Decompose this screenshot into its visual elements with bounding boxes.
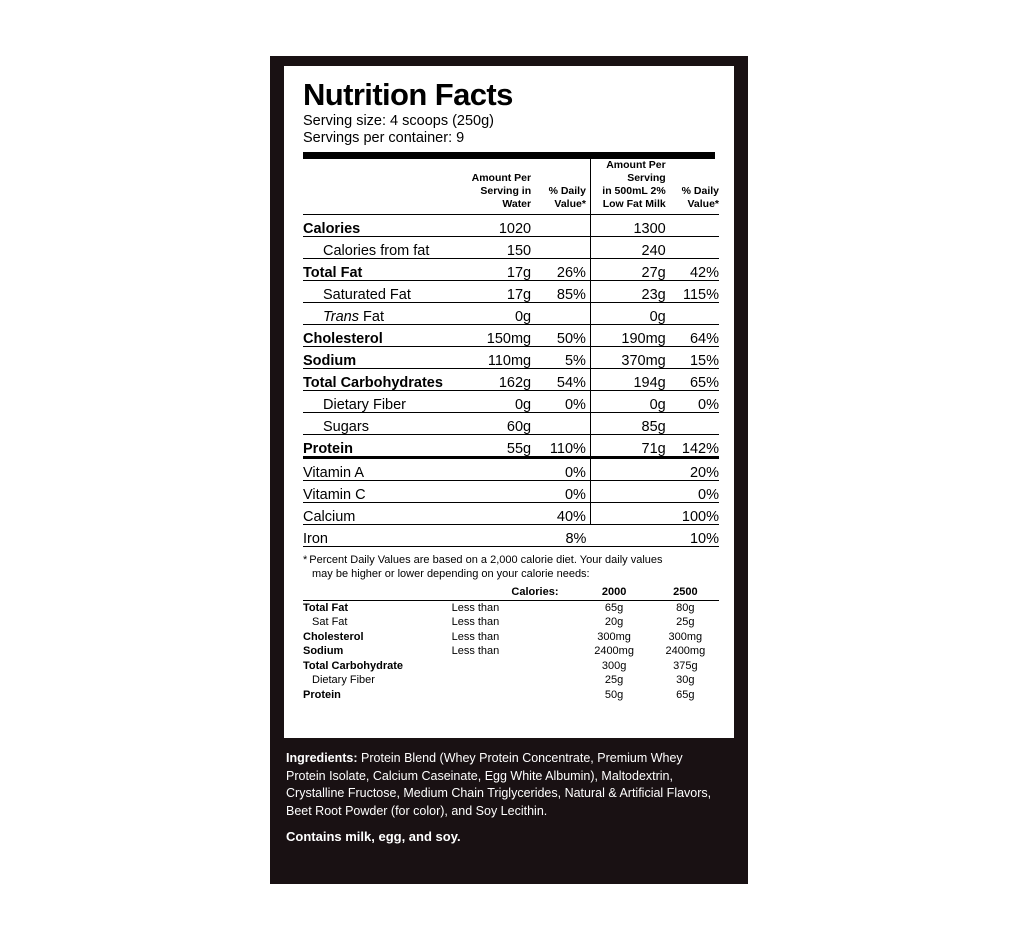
header-amount-water: Amount Per Serving in Water xyxy=(463,159,531,215)
ingredients-text: Protein Blend (Whey Protein Concentrate, Premium Whey Protein Isolate, Calcium Caseinate, Egg White Albumin), Maltodextrin, Crystalline Fructose, Medium Chain Triglycerides, Natural & Artificial Flavors, Beet Root Powder (for color), and Soy Lecithin. xyxy=(286,751,712,818)
header-spacer xyxy=(303,159,463,215)
dv-row: Dietary Fiber 25g 30g xyxy=(312,674,695,686)
table-row: Total Carbohydrates 162g 54% 194g 65% xyxy=(303,369,719,391)
col-2500: 2500 xyxy=(673,586,698,598)
header-amount-milk: Amount Per Serving in 500mL 2% Low Fat Milk xyxy=(598,159,666,215)
dv-row: Protein 50g 65g xyxy=(303,688,695,701)
nutrition-facts-card xyxy=(284,66,734,738)
table-row: Sugars 60g 85g xyxy=(303,413,719,435)
table-row: Dietary Fiber 0g 0% 0g 0% xyxy=(303,391,719,413)
header-dv-water: % Daily Value* xyxy=(531,159,590,215)
dv-row: Sat Fat Less than 20g 25g xyxy=(312,616,695,628)
calories-label: Calories: xyxy=(511,586,559,598)
table-row: Vitamin A 0% 20% xyxy=(303,458,719,481)
thick-divider xyxy=(303,152,715,159)
table-row: Calories 1020 1300 xyxy=(303,215,719,237)
dv-header-row xyxy=(303,585,719,600)
serving-size: Serving size: 4 scoops (250g) xyxy=(303,113,495,129)
allergen-statement: Contains milk, egg, and soy. xyxy=(286,829,461,844)
header-dv-milk: % Daily Value* xyxy=(666,159,719,215)
table-row: Trans Fat 0g 0g xyxy=(303,303,719,325)
table-row: Vitamin C 0% 0% xyxy=(303,481,719,503)
table-row: Total Fat 17g 26% 27g 42% xyxy=(303,259,719,281)
daily-value-reference-table xyxy=(303,585,719,702)
column-divider xyxy=(590,159,597,215)
page-title: Nutrition Facts xyxy=(303,77,513,112)
trans-italic: Trans xyxy=(323,309,359,325)
table-header-row xyxy=(303,159,719,215)
table-row: Calcium 40% 100% xyxy=(303,503,719,525)
dv-row: Total Carbohydrate 300g 375g xyxy=(303,659,698,672)
daily-value-footnote: * Percent Daily Values are based on a 2,000 calorie diet. Your daily values may be higher or lower depending on your calorie needs: xyxy=(303,554,663,580)
asterisk: * xyxy=(303,554,308,566)
table-row: Protein 55g 110% 71g 142% xyxy=(303,435,719,458)
table-row: Sodium 110mg 5% 370mg 15% xyxy=(303,347,719,369)
ingredients-label: Ingredients: xyxy=(286,751,358,765)
nutrient-table xyxy=(303,159,719,547)
dv-row: Sodium Less than 2400mg 2400mg xyxy=(303,645,706,657)
table-row: Iron 8% 10% xyxy=(303,525,719,547)
ingredients-block xyxy=(286,750,718,820)
servings-per-container: Servings per container: 9 xyxy=(303,129,465,146)
dv-row: Cholesterol Less than 300mg 300mg xyxy=(303,630,703,643)
col-2000: 2000 xyxy=(601,586,627,598)
table-row: Saturated Fat 17g 85% 23g 115% xyxy=(303,281,719,303)
table-row: Calories from fat 150 240 xyxy=(303,237,719,259)
table-row: Cholesterol 150mg 50% 190mg 64% xyxy=(303,325,719,347)
dv-row: Total Fat Less than 65g 80g xyxy=(303,600,719,615)
product-label-panel xyxy=(270,56,748,884)
